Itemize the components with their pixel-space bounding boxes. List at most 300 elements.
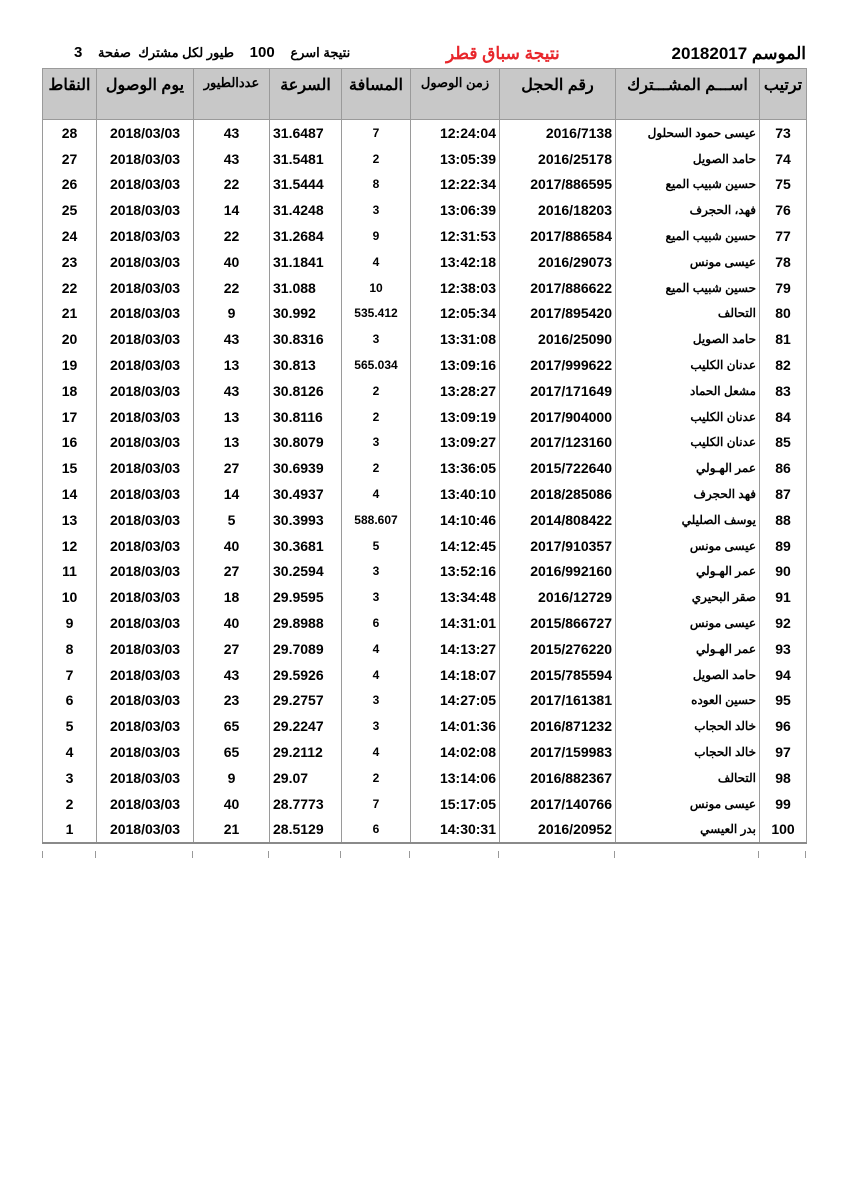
cell-points: 27	[43, 146, 97, 172]
cell-date: 2018/03/03	[97, 765, 194, 791]
cell-date: 2018/03/03	[97, 249, 194, 275]
cell-speed: 31.6487	[270, 120, 342, 146]
table-row	[43, 120, 807, 146]
cell-name: عدنان الكليب	[616, 352, 760, 378]
cell-ring: 2016/992160	[500, 559, 616, 585]
cell-birds: 43	[194, 662, 270, 688]
cell-birds: 22	[194, 172, 270, 198]
cell-ring: 2017/904000	[500, 404, 616, 430]
cell-name: يوسف الصليلي	[616, 507, 760, 533]
table-row	[43, 146, 807, 172]
table-row	[43, 481, 807, 507]
cell-dist: 3	[342, 688, 411, 714]
cell-dist: 535.412	[342, 301, 411, 327]
column-header-rank: ترتيب	[760, 69, 807, 120]
cell-speed: 29.2247	[270, 713, 342, 739]
cell-date: 2018/03/03	[97, 688, 194, 714]
table-row	[43, 739, 807, 765]
results-table	[42, 68, 807, 844]
cell-time: 12:24:04	[411, 120, 500, 146]
cell-speed: 30.4937	[270, 481, 342, 507]
cell-name: بدر العيسي	[616, 817, 760, 844]
cell-ring: 2015/785594	[500, 662, 616, 688]
cell-rank: 88	[760, 507, 807, 533]
cell-dist: 2	[342, 146, 411, 172]
cell-name: التحالف	[616, 765, 760, 791]
cell-birds: 23	[194, 688, 270, 714]
cell-points: 22	[43, 275, 97, 301]
cell-speed: 31.5444	[270, 172, 342, 198]
cell-date: 2018/03/03	[97, 172, 194, 198]
cell-points: 15	[43, 455, 97, 481]
cell-speed: 29.9595	[270, 584, 342, 610]
column-header-points: النقاط	[43, 69, 97, 120]
cell-speed: 29.8988	[270, 610, 342, 636]
cell-date: 2018/03/03	[97, 301, 194, 327]
cell-dist: 2	[342, 378, 411, 404]
cell-dist: 3	[342, 197, 411, 223]
table-row	[43, 817, 807, 844]
column-ticks	[42, 851, 806, 859]
cell-ring: 2017/910357	[500, 533, 616, 559]
cell-birds: 13	[194, 430, 270, 456]
cell-ring: 2015/866727	[500, 610, 616, 636]
cell-time: 12:38:03	[411, 275, 500, 301]
cell-rank: 94	[760, 662, 807, 688]
cell-dist: 7	[342, 120, 411, 146]
cell-rank: 97	[760, 739, 807, 765]
cell-ring: 2018/285086	[500, 481, 616, 507]
cell-dist: 4	[342, 636, 411, 662]
table-header	[43, 69, 807, 120]
cell-points: 20	[43, 326, 97, 352]
cell-points: 6	[43, 688, 97, 714]
cell-time: 13:34:48	[411, 584, 500, 610]
cell-ring: 2017/886584	[500, 223, 616, 249]
cell-date: 2018/03/03	[97, 404, 194, 430]
column-header-name: اســـم المشـــترك	[616, 69, 760, 120]
column-header-birds: عددالطيور	[194, 69, 270, 120]
cell-birds: 40	[194, 610, 270, 636]
table-row	[43, 223, 807, 249]
cell-name: فهد، الحجرف	[616, 197, 760, 223]
table-row	[43, 404, 807, 430]
cell-time: 13:28:27	[411, 378, 500, 404]
cell-speed: 30.992	[270, 301, 342, 327]
cell-time: 14:30:31	[411, 817, 500, 844]
cell-ring: 2017/123160	[500, 430, 616, 456]
cell-date: 2018/03/03	[97, 739, 194, 765]
cell-time: 14:10:46	[411, 507, 500, 533]
cell-rank: 93	[760, 636, 807, 662]
column-header-speed: السرعة	[270, 69, 342, 120]
cell-dist: 3	[342, 584, 411, 610]
season-value: 20182017	[671, 44, 748, 63]
cell-time: 14:18:07	[411, 662, 500, 688]
cell-date: 2018/03/03	[97, 559, 194, 585]
cell-ring: 2015/276220	[500, 636, 616, 662]
table-row	[43, 559, 807, 585]
cell-rank: 81	[760, 326, 807, 352]
cell-name: عيسى مونس	[616, 791, 760, 817]
cell-date: 2018/03/03	[97, 636, 194, 662]
column-header-time: زمن الوصول	[411, 69, 500, 120]
cell-dist: 2	[342, 404, 411, 430]
cell-speed: 30.8079	[270, 430, 342, 456]
cell-dist: 588.607	[342, 507, 411, 533]
cell-ring: 2016/25178	[500, 146, 616, 172]
cell-points: 10	[43, 584, 97, 610]
cell-date: 2018/03/03	[97, 817, 194, 844]
cell-speed: 29.7089	[270, 636, 342, 662]
cell-name: حامد الصويل	[616, 662, 760, 688]
cell-dist: 8	[342, 172, 411, 198]
cell-ring: 2016/20952	[500, 817, 616, 844]
cell-name: عدنان الكليب	[616, 404, 760, 430]
cell-rank: 90	[760, 559, 807, 585]
page-number: 3	[74, 44, 83, 61]
cell-name: عمر الهـولي	[616, 636, 760, 662]
cell-rank: 82	[760, 352, 807, 378]
cell-ring: 2017/886622	[500, 275, 616, 301]
cell-date: 2018/03/03	[97, 352, 194, 378]
cell-name: مشعل الحماد	[616, 378, 760, 404]
cell-time: 12:31:53	[411, 223, 500, 249]
cell-points: 17	[43, 404, 97, 430]
cell-birds: 5	[194, 507, 270, 533]
cell-rank: 79	[760, 275, 807, 301]
cell-rank: 80	[760, 301, 807, 327]
table-row	[43, 455, 807, 481]
cell-time: 13:05:39	[411, 146, 500, 172]
table-row	[43, 352, 807, 378]
cell-date: 2018/03/03	[97, 197, 194, 223]
table-row	[43, 249, 807, 275]
table-row	[43, 197, 807, 223]
cell-time: 14:27:05	[411, 688, 500, 714]
cell-time: 13:42:18	[411, 249, 500, 275]
cell-date: 2018/03/03	[97, 326, 194, 352]
cell-rank: 78	[760, 249, 807, 275]
cell-name: عيسى مونس	[616, 610, 760, 636]
cell-speed: 30.2594	[270, 559, 342, 585]
cell-rank: 89	[760, 533, 807, 559]
cell-birds: 21	[194, 817, 270, 844]
cell-points: 7	[43, 662, 97, 688]
cell-ring: 2016/7138	[500, 120, 616, 146]
table-row	[43, 584, 807, 610]
cell-rank: 73	[760, 120, 807, 146]
cell-speed: 30.3681	[270, 533, 342, 559]
cell-dist: 6	[342, 610, 411, 636]
table-row	[43, 533, 807, 559]
table-row	[43, 507, 807, 533]
table-row	[43, 713, 807, 739]
cell-dist: 565.034	[342, 352, 411, 378]
cell-date: 2018/03/03	[97, 378, 194, 404]
cell-ring: 2016/18203	[500, 197, 616, 223]
cell-name: عيسى حمود السحلول	[616, 120, 760, 146]
cell-ring: 2017/159983	[500, 739, 616, 765]
cell-dist: 10	[342, 275, 411, 301]
cell-speed: 30.8316	[270, 326, 342, 352]
cell-time: 13:09:27	[411, 430, 500, 456]
cell-points: 2	[43, 791, 97, 817]
cell-points: 25	[43, 197, 97, 223]
cell-points: 12	[43, 533, 97, 559]
cell-dist: 5	[342, 533, 411, 559]
cell-points: 16	[43, 430, 97, 456]
cell-ring: 2017/171649	[500, 378, 616, 404]
table-row	[43, 430, 807, 456]
cell-name: عيسى مونس	[616, 533, 760, 559]
cell-ring: 2016/12729	[500, 584, 616, 610]
cell-points: 3	[43, 765, 97, 791]
cell-ring: 2017/161381	[500, 688, 616, 714]
table-row	[43, 688, 807, 714]
table-row	[43, 326, 807, 352]
cell-birds: 9	[194, 765, 270, 791]
cell-speed: 30.3993	[270, 507, 342, 533]
cell-date: 2018/03/03	[97, 584, 194, 610]
cell-speed: 31.5481	[270, 146, 342, 172]
column-header-date: يوم الوصول	[97, 69, 194, 120]
table-row	[43, 610, 807, 636]
table-row	[43, 662, 807, 688]
cell-speed: 30.6939	[270, 455, 342, 481]
table-row	[43, 301, 807, 327]
cell-points: 21	[43, 301, 97, 327]
cell-speed: 31.4248	[270, 197, 342, 223]
cell-time: 13:52:16	[411, 559, 500, 585]
cell-rank: 98	[760, 765, 807, 791]
cell-ring: 2017/999622	[500, 352, 616, 378]
cell-dist: 3	[342, 713, 411, 739]
cell-points: 9	[43, 610, 97, 636]
cell-time: 13:09:16	[411, 352, 500, 378]
cell-date: 2018/03/03	[97, 430, 194, 456]
cell-rank: 83	[760, 378, 807, 404]
cell-points: 28	[43, 120, 97, 146]
table-row	[43, 791, 807, 817]
season	[672, 44, 806, 64]
cell-speed: 31.1841	[270, 249, 342, 275]
cell-points: 13	[43, 507, 97, 533]
cell-ring: 2017/895420	[500, 301, 616, 327]
cell-birds: 13	[194, 352, 270, 378]
table-row	[43, 172, 807, 198]
cell-birds: 27	[194, 636, 270, 662]
cell-dist: 2	[342, 765, 411, 791]
cell-dist: 6	[342, 817, 411, 844]
cell-ring: 2016/29073	[500, 249, 616, 275]
cell-rank: 87	[760, 481, 807, 507]
cell-rank: 95	[760, 688, 807, 714]
cell-speed: 31.088	[270, 275, 342, 301]
cell-speed: 29.2757	[270, 688, 342, 714]
cell-name: خالد الحجاب	[616, 739, 760, 765]
cell-speed: 29.2112	[270, 739, 342, 765]
table-row	[43, 378, 807, 404]
cell-time: 15:17:05	[411, 791, 500, 817]
cell-speed: 29.07	[270, 765, 342, 791]
cell-name: التحالف	[616, 301, 760, 327]
cell-time: 13:09:19	[411, 404, 500, 430]
cell-name: عيسى مونس	[616, 249, 760, 275]
cell-name: فهد الحجرف	[616, 481, 760, 507]
cell-points: 5	[43, 713, 97, 739]
cell-ring: 2016/882367	[500, 765, 616, 791]
cell-birds: 40	[194, 791, 270, 817]
cell-name: صقر البحيري	[616, 584, 760, 610]
cell-rank: 85	[760, 430, 807, 456]
cell-name: حسين شبيب الميع	[616, 172, 760, 198]
cell-rank: 77	[760, 223, 807, 249]
cell-speed: 28.5129	[270, 817, 342, 844]
cell-name: حسين العوده	[616, 688, 760, 714]
cell-birds: 43	[194, 146, 270, 172]
cell-date: 2018/03/03	[97, 533, 194, 559]
cell-name: حسين شبيب الميع	[616, 275, 760, 301]
cell-time: 13:31:08	[411, 326, 500, 352]
cell-name: خالد الحجاب	[616, 713, 760, 739]
cell-birds: 43	[194, 326, 270, 352]
cell-rank: 92	[760, 610, 807, 636]
table-row	[43, 275, 807, 301]
fastest-count: 100	[249, 44, 275, 61]
cell-time: 14:01:36	[411, 713, 500, 739]
fastest-label: نتيجة اسرع	[290, 45, 351, 60]
cell-dist: 2	[342, 455, 411, 481]
cell-rank: 99	[760, 791, 807, 817]
cell-ring: 2014/808422	[500, 507, 616, 533]
cell-ring: 2017/886595	[500, 172, 616, 198]
cell-dist: 4	[342, 249, 411, 275]
cell-rank: 74	[760, 146, 807, 172]
cell-points: 18	[43, 378, 97, 404]
result-info	[62, 44, 350, 61]
cell-ring: 2016/871232	[500, 713, 616, 739]
cell-time: 14:13:27	[411, 636, 500, 662]
cell-date: 2018/03/03	[97, 455, 194, 481]
cell-name: حسين شبيب الميع	[616, 223, 760, 249]
season-label: الموسم	[751, 44, 806, 63]
cell-birds: 18	[194, 584, 270, 610]
cell-rank: 96	[760, 713, 807, 739]
cell-name: عدنان الكليب	[616, 430, 760, 456]
cell-points: 8	[43, 636, 97, 662]
cell-rank: 86	[760, 455, 807, 481]
cell-ring: 2017/140766	[500, 791, 616, 817]
page-title: نتيجة سباق قطر	[446, 44, 560, 63]
cell-name: حامد الصويل	[616, 146, 760, 172]
cell-date: 2018/03/03	[97, 481, 194, 507]
table-row	[43, 765, 807, 791]
page-label: صفحة	[97, 45, 131, 60]
cell-ring: 2016/25090	[500, 326, 616, 352]
cell-points: 19	[43, 352, 97, 378]
cell-rank: 76	[760, 197, 807, 223]
cell-dist: 3	[342, 559, 411, 585]
cell-birds: 40	[194, 249, 270, 275]
cell-birds: 27	[194, 559, 270, 585]
cell-dist: 3	[342, 326, 411, 352]
cell-birds: 14	[194, 481, 270, 507]
per-member-label: طيور لكل مشترك	[138, 45, 235, 60]
cell-time: 14:31:01	[411, 610, 500, 636]
cell-dist: 4	[342, 739, 411, 765]
cell-rank: 84	[760, 404, 807, 430]
cell-date: 2018/03/03	[97, 791, 194, 817]
cell-date: 2018/03/03	[97, 610, 194, 636]
cell-date: 2018/03/03	[97, 146, 194, 172]
cell-speed: 31.2684	[270, 223, 342, 249]
cell-time: 13:36:05	[411, 455, 500, 481]
cell-time: 13:14:06	[411, 765, 500, 791]
cell-name: حامد الصويل	[616, 326, 760, 352]
cell-date: 2018/03/03	[97, 275, 194, 301]
cell-date: 2018/03/03	[97, 662, 194, 688]
cell-birds: 65	[194, 713, 270, 739]
cell-birds: 22	[194, 223, 270, 249]
cell-points: 4	[43, 739, 97, 765]
cell-dist: 9	[342, 223, 411, 249]
cell-birds: 22	[194, 275, 270, 301]
cell-birds: 27	[194, 455, 270, 481]
cell-name: عمر الهـولي	[616, 559, 760, 585]
cell-time: 12:22:34	[411, 172, 500, 198]
cell-dist: 4	[342, 662, 411, 688]
column-header-ring: رقم الحجل	[500, 69, 616, 120]
cell-speed: 28.7773	[270, 791, 342, 817]
cell-points: 14	[43, 481, 97, 507]
cell-points: 1	[43, 817, 97, 844]
cell-date: 2018/03/03	[97, 713, 194, 739]
cell-time: 14:02:08	[411, 739, 500, 765]
cell-birds: 40	[194, 533, 270, 559]
cell-ring: 2015/722640	[500, 455, 616, 481]
cell-points: 23	[43, 249, 97, 275]
cell-time: 13:40:10	[411, 481, 500, 507]
cell-birds: 9	[194, 301, 270, 327]
cell-speed: 30.813	[270, 352, 342, 378]
cell-birds: 43	[194, 120, 270, 146]
cell-time: 14:12:45	[411, 533, 500, 559]
cell-date: 2018/03/03	[97, 120, 194, 146]
cell-birds: 13	[194, 404, 270, 430]
cell-rank: 100	[760, 817, 807, 844]
cell-dist: 3	[342, 430, 411, 456]
cell-date: 2018/03/03	[97, 223, 194, 249]
cell-dist: 7	[342, 791, 411, 817]
cell-birds: 65	[194, 739, 270, 765]
cell-points: 26	[43, 172, 97, 198]
cell-birds: 14	[194, 197, 270, 223]
cell-time: 13:06:39	[411, 197, 500, 223]
cell-points: 24	[43, 223, 97, 249]
cell-speed: 30.8126	[270, 378, 342, 404]
column-header-dist: المسافة	[342, 69, 411, 120]
cell-rank: 91	[760, 584, 807, 610]
cell-speed: 29.5926	[270, 662, 342, 688]
cell-points: 11	[43, 559, 97, 585]
table-row	[43, 636, 807, 662]
cell-rank: 75	[760, 172, 807, 198]
cell-speed: 30.8116	[270, 404, 342, 430]
cell-name: عمر الهـولي	[616, 455, 760, 481]
cell-date: 2018/03/03	[97, 507, 194, 533]
cell-time: 12:05:34	[411, 301, 500, 327]
